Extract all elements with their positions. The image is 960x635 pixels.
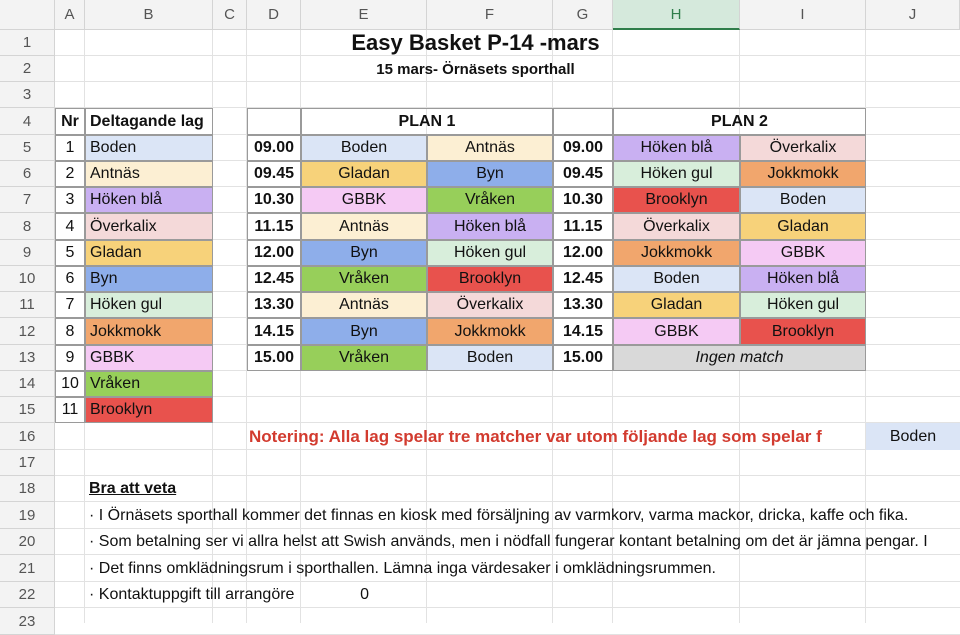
teams-label-header[interactable]: Deltagande lag <box>85 108 213 135</box>
plan2-time[interactable]: 13.30 <box>553 292 613 318</box>
plan1-time[interactable]: 09.00 <box>247 135 301 161</box>
team-name[interactable]: GBBK <box>85 345 213 371</box>
plan1-away-team[interactable]: Brooklyn <box>427 266 553 292</box>
plan2-away-team[interactable]: Brooklyn <box>740 318 866 345</box>
team-name[interactable]: Brooklyn <box>85 397 213 423</box>
plan1-away-team[interactable]: Byn <box>427 161 553 187</box>
row-header-5[interactable]: 5 <box>0 135 55 161</box>
column-header-b[interactable]: B <box>85 0 213 30</box>
plan2-away-team[interactable]: Jokkmokk <box>740 161 866 187</box>
plan2-time[interactable]: 10.30 <box>553 187 613 213</box>
plan1-away-team[interactable]: Antnäs <box>427 135 553 161</box>
team-name[interactable]: Byn <box>85 266 213 292</box>
row-header-20[interactable]: 20 <box>0 529 55 555</box>
row-header-6[interactable]: 6 <box>0 161 55 187</box>
select-all-corner[interactable] <box>0 0 55 30</box>
column-header-j[interactable]: J <box>866 0 960 30</box>
plan1-time[interactable]: 12.00 <box>247 240 301 266</box>
plan2-time[interactable]: 14.15 <box>553 318 613 345</box>
plan1-time[interactable]: 14.15 <box>247 318 301 345</box>
plan2-away-team[interactable]: Höken blå <box>740 266 866 292</box>
row-header-1[interactable]: 1 <box>0 30 55 56</box>
team-nr[interactable]: 6 <box>55 266 85 292</box>
plan2-time[interactable]: 12.00 <box>553 240 613 266</box>
plan2-home-team[interactable]: Boden <box>613 266 740 292</box>
team-name[interactable]: Antnäs <box>85 161 213 187</box>
row-header-3[interactable]: 3 <box>0 82 55 108</box>
plan1-home-team[interactable]: Boden <box>301 135 427 161</box>
team-name[interactable]: Boden <box>85 135 213 161</box>
column-header-f[interactable]: F <box>427 0 553 30</box>
plan1-time[interactable]: 10.30 <box>247 187 301 213</box>
row-header-17[interactable]: 17 <box>0 450 55 476</box>
plan1-home-team[interactable]: Gladan <box>301 161 427 187</box>
plan1-header[interactable]: PLAN 1 <box>301 108 553 135</box>
plan1-time[interactable]: 09.45 <box>247 161 301 187</box>
plan2-away-team[interactable]: Gladan <box>740 213 866 240</box>
info-line[interactable]: · Som betalning ser vi allra helst att Swish används, men i nödfall fungerar kontant betalning om det är jämna pengar. I <box>89 533 928 550</box>
plan2-time[interactable]: 09.45 <box>553 161 613 187</box>
team-name[interactable]: Höken gul <box>85 292 213 318</box>
row-header-10[interactable]: 10 <box>0 266 55 292</box>
team-nr[interactable]: 9 <box>55 345 85 371</box>
plan2-away-team[interactable]: Överkalix <box>740 135 866 161</box>
row-header-8[interactable]: 8 <box>0 213 55 240</box>
row-header-11[interactable]: 11 <box>0 292 55 318</box>
plan1-home-team[interactable]: Vråken <box>301 266 427 292</box>
team-nr[interactable]: 7 <box>55 292 85 318</box>
row-header-16[interactable]: 16 <box>0 423 55 450</box>
plan1-away-team[interactable]: Vråken <box>427 187 553 213</box>
row-header-4[interactable]: 4 <box>0 108 55 135</box>
team-nr[interactable]: 8 <box>55 318 85 345</box>
row-header-14[interactable]: 14 <box>0 371 55 397</box>
plan2-header[interactable]: PLAN 2 <box>613 108 866 135</box>
row-header-23[interactable]: 23 <box>0 608 55 635</box>
plan2-time[interactable]: 15.00 <box>553 345 613 371</box>
column-header-h[interactable]: H <box>613 0 740 30</box>
info-line[interactable]: · Kontaktuppgift till arrangöre <box>89 586 295 603</box>
row-header-19[interactable]: 19 <box>0 502 55 529</box>
team-name[interactable]: Vråken <box>85 371 213 397</box>
sheet-title[interactable]: Easy Basket P-14 -mars <box>351 30 600 55</box>
team-nr[interactable]: 5 <box>55 240 85 266</box>
plan2-home-team[interactable]: GBBK <box>613 318 740 345</box>
plan1-away-team[interactable]: Boden <box>427 345 553 371</box>
plan1-home-team[interactable]: Antnäs <box>301 213 427 240</box>
row-header-9[interactable]: 9 <box>0 240 55 266</box>
plan2-away-team[interactable]: Höken gul <box>740 292 866 318</box>
plan1-home-team[interactable]: Vråken <box>301 345 427 371</box>
plan2-no-match[interactable]: Ingen match <box>613 345 866 371</box>
column-header-a[interactable]: A <box>55 0 85 30</box>
team-nr[interactable]: 4 <box>55 213 85 240</box>
column-header-e[interactable]: E <box>301 0 427 30</box>
row-header-18[interactable]: 18 <box>0 476 55 502</box>
plan2-away-team[interactable]: Boden <box>740 187 866 213</box>
column-header-i[interactable]: I <box>740 0 866 30</box>
info-line[interactable]: · I Örnäsets sporthall kommer det finnas en kiosk med försäljning av varmkorv, varma mackor, dricka, kaffe och fika. <box>89 506 909 524</box>
team-name[interactable]: Höken blå <box>85 187 213 213</box>
info-heading[interactable]: Bra att veta <box>89 480 177 497</box>
note-team[interactable]: Boden <box>866 423 960 450</box>
plan2-time[interactable]: 11.15 <box>553 213 613 240</box>
plan1-time[interactable]: 13.30 <box>247 292 301 318</box>
plan1-home-team[interactable]: GBBK <box>301 187 427 213</box>
team-name[interactable]: Jokkmokk <box>85 318 213 345</box>
plan2-home-team[interactable]: Gladan <box>613 292 740 318</box>
plan1-time[interactable]: 15.00 <box>247 345 301 371</box>
plan1-home-team[interactable]: Byn <box>301 318 427 345</box>
info-line[interactable]: · Det finns omklädningsrum i sporthallen. Lämna inga värdesaker i omklädningsrummen. <box>89 559 716 577</box>
plan2-away-team[interactable]: GBBK <box>740 240 866 266</box>
team-nr[interactable]: 3 <box>55 187 85 213</box>
plan2-time[interactable]: 12.45 <box>553 266 613 292</box>
row-header-12[interactable]: 12 <box>0 318 55 345</box>
team-nr[interactable]: 2 <box>55 161 85 187</box>
plan1-away-team[interactable]: Jokkmokk <box>427 318 553 345</box>
team-nr[interactable]: 10 <box>55 371 85 397</box>
plan1-time[interactable]: 12.45 <box>247 266 301 292</box>
row-header-22[interactable]: 22 <box>0 582 55 608</box>
plan1-time[interactable]: 11.15 <box>247 213 301 240</box>
plan2-home-team[interactable]: Överkalix <box>613 213 740 240</box>
plan2-home-team[interactable]: Brooklyn <box>613 187 740 213</box>
row-header-2[interactable]: 2 <box>0 56 55 82</box>
row-header-13[interactable]: 13 <box>0 345 55 371</box>
team-name[interactable]: Gladan <box>85 240 213 266</box>
plan1-away-team[interactable]: Höken gul <box>427 240 553 266</box>
sheet-subtitle[interactable]: 15 mars- Örnäsets sporthall <box>376 60 575 78</box>
contact-value[interactable]: 0 <box>360 586 369 603</box>
plan2-time[interactable]: 09.00 <box>553 135 613 161</box>
plan2-home-team[interactable]: Höken blå <box>613 135 740 161</box>
column-header-g[interactable]: G <box>553 0 613 30</box>
plan1-blank-header[interactable] <box>247 108 301 135</box>
column-header-c[interactable]: C <box>213 0 247 30</box>
plan2-home-team[interactable]: Jokkmokk <box>613 240 740 266</box>
plan1-home-team[interactable]: Antnäs <box>301 292 427 318</box>
row-header-7[interactable]: 7 <box>0 187 55 213</box>
row-header-15[interactable]: 15 <box>0 397 55 423</box>
plan2-blank-header[interactable] <box>553 108 613 135</box>
teams-nr-header[interactable]: Nr <box>55 108 85 135</box>
team-nr[interactable]: 11 <box>55 397 85 423</box>
column-header-d[interactable]: D <box>247 0 301 30</box>
plan1-away-team[interactable]: Höken blå <box>427 213 553 240</box>
plan1-home-team[interactable]: Byn <box>301 240 427 266</box>
note-text[interactable]: Notering: Alla lag spelar tre matcher var utom följande lag som spelar f <box>249 426 822 446</box>
plan2-home-team[interactable]: Höken gul <box>613 161 740 187</box>
team-name[interactable]: Överkalix <box>85 213 213 240</box>
team-nr[interactable]: 1 <box>55 135 85 161</box>
plan1-away-team[interactable]: Överkalix <box>427 292 553 318</box>
row-header-21[interactable]: 21 <box>0 555 55 582</box>
